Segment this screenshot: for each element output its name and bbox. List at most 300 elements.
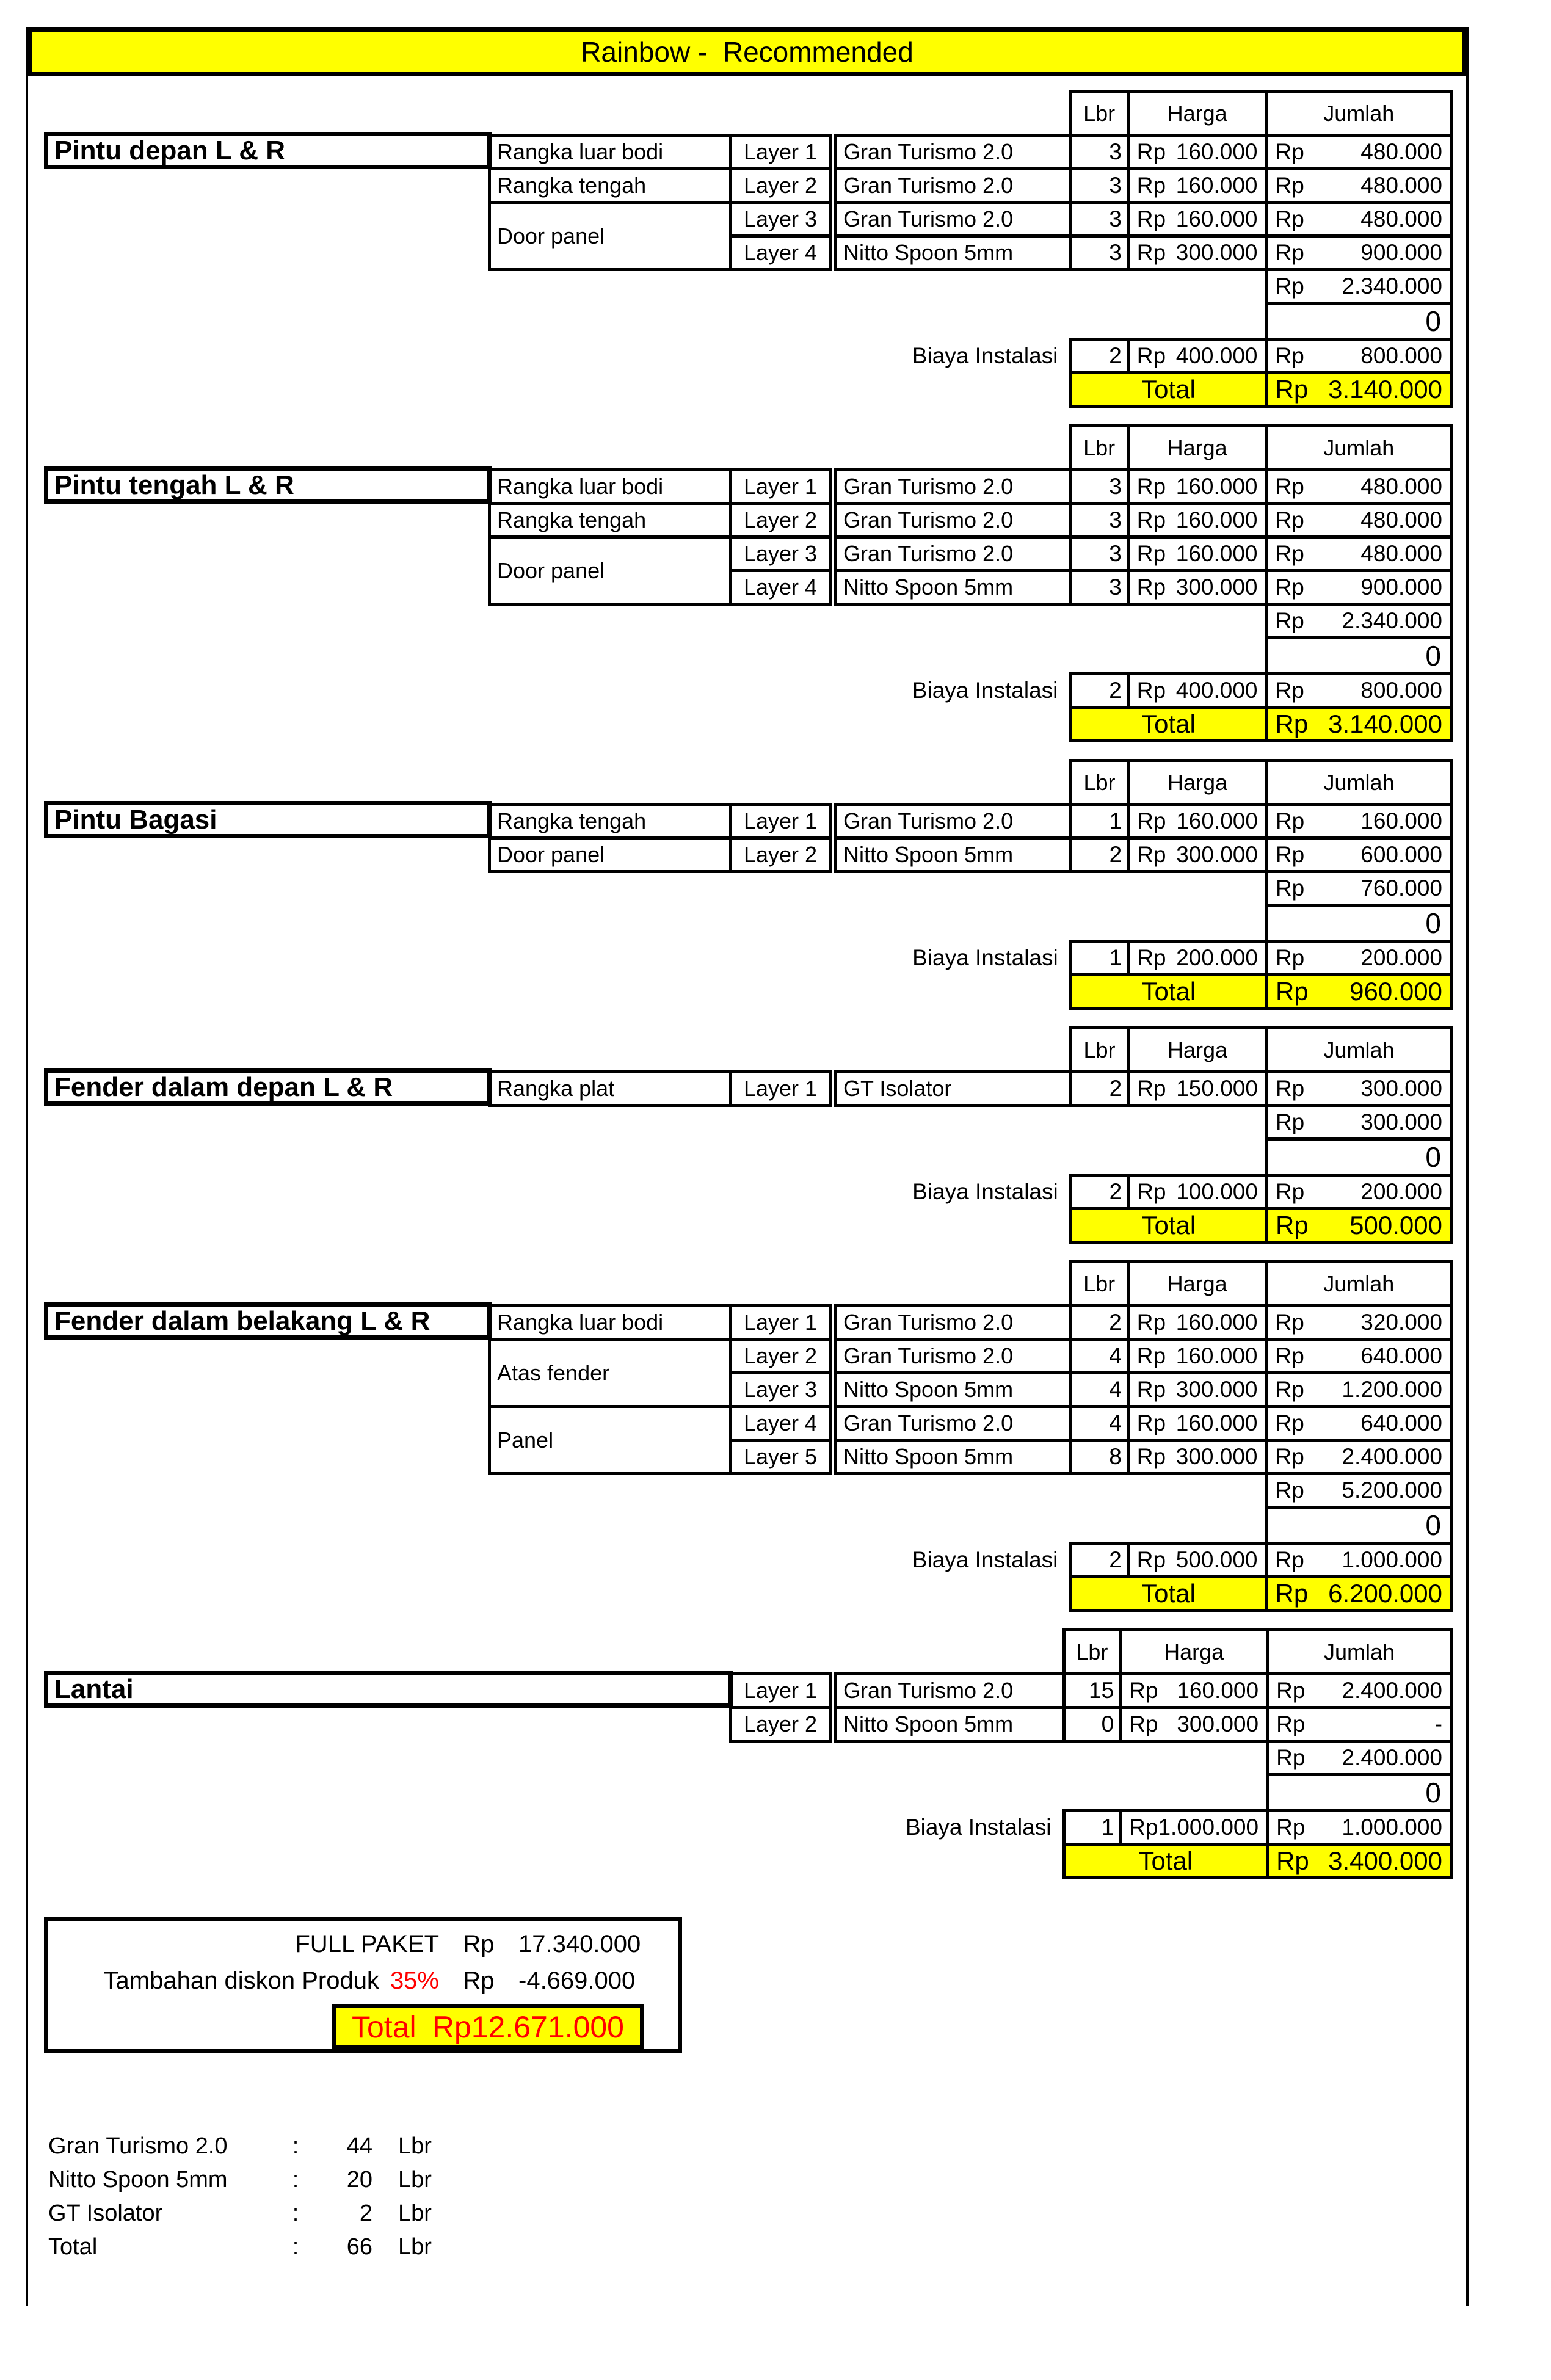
material-name: Total [48, 2234, 98, 2260]
amount: 1.000.000 [1342, 1815, 1442, 1840]
section-price-table [834, 1260, 1453, 1612]
currency-prefix: Rp [1136, 206, 1166, 231]
lbr-cell: 4 [1070, 1373, 1128, 1407]
currency-prefix: Rp [1275, 206, 1304, 231]
currency-prefix: Rp [1275, 1211, 1309, 1239]
layer-row [490, 470, 830, 504]
section-total-label: Total [1070, 1577, 1266, 1611]
harga-cell [1128, 571, 1266, 604]
layer-cell: Layer 2 [731, 169, 830, 203]
harga-cell [1128, 537, 1266, 571]
amount: 160.000 [1175, 541, 1258, 566]
material-row [836, 571, 1451, 604]
lbr-cell: 3 [1070, 470, 1128, 504]
amount: 200.000 [1360, 945, 1442, 970]
column-header-row [836, 1630, 1451, 1674]
instalasi-row [836, 339, 1451, 373]
amount: 2.400.000 [1342, 1745, 1442, 1770]
subtotal-cell [1266, 1474, 1451, 1507]
column-header-row [836, 1262, 1451, 1306]
section-total-label: Total [1064, 1845, 1268, 1878]
money-cell-content [1268, 375, 1450, 404]
layer-cell: Layer 2 [731, 504, 830, 537]
amount: 2.400.000 [1342, 1678, 1442, 1703]
material-row [836, 136, 1451, 169]
jumlah-cell [1266, 236, 1451, 270]
currency-prefix: Rp [1275, 1179, 1305, 1204]
currency-prefix: Rp [1136, 507, 1166, 532]
layer-cell: Layer 5 [731, 1440, 830, 1474]
amount: 300.000 [1177, 1711, 1259, 1736]
subtotal-cell [1266, 1106, 1451, 1139]
material-row [836, 169, 1451, 203]
currency-prefix: Rp [1136, 1310, 1166, 1335]
material-cell: Gran Turismo 2.0 [836, 169, 1070, 203]
subtotal-cell [1268, 1741, 1451, 1775]
currency-prefix: Rp [1129, 1815, 1158, 1840]
section-3 [44, 759, 1453, 1004]
instalasi-harga-cell [1128, 674, 1266, 708]
amount: 1.000.000 [1342, 1547, 1442, 1572]
layer-row [490, 838, 830, 872]
currency-prefix: Rp [1275, 808, 1305, 833]
full-paket-rp: Rp [463, 1930, 495, 1957]
jumlah-cell [1266, 136, 1451, 169]
layer-row [731, 1674, 830, 1708]
material-qty: 66 [346, 2234, 372, 2260]
amount: 2.400.000 [1342, 1444, 1442, 1469]
amount: 800.000 [1360, 678, 1442, 703]
section-total-value [1266, 373, 1451, 407]
currency-prefix: Rp [1136, 541, 1166, 566]
money-cell-content [1268, 343, 1450, 369]
amount: 640.000 [1360, 1343, 1442, 1368]
column-header-harga: Harga [1128, 426, 1266, 470]
money-cell-content [1268, 1179, 1450, 1205]
harga-cell [1128, 838, 1267, 872]
instalasi-jumlah-cell [1266, 941, 1451, 975]
zero-row [836, 638, 1451, 674]
section-6 [44, 1628, 1453, 1874]
instalasi-jumlah-cell [1266, 1175, 1451, 1209]
jumlah-cell [1266, 470, 1451, 504]
lbr-cell: 2 [1070, 838, 1128, 872]
harga-cell [1128, 203, 1266, 236]
material-name: Nitto Spoon 5mm [48, 2167, 228, 2193]
sheet-border [26, 27, 1469, 2306]
amount: - [1434, 1711, 1442, 1736]
column-header-harga: Harga [1128, 92, 1266, 136]
material-row [836, 203, 1451, 236]
section-label: Lantai [44, 1671, 733, 1708]
amount: 160.000 [1175, 173, 1258, 198]
amount: 300.000 [1175, 1444, 1258, 1469]
column-header-jumlah: Jumlah [1266, 426, 1451, 470]
currency-prefix: Rp [1276, 1678, 1306, 1703]
amount: 300.000 [1176, 842, 1258, 867]
instalasi-row [836, 941, 1451, 975]
jumlah-cell [1266, 203, 1451, 236]
currency-prefix: Rp [1275, 608, 1304, 633]
currency-prefix: Rp [1275, 575, 1304, 600]
section-total-row [836, 373, 1451, 407]
column-header-lbr: Lbr [1070, 1028, 1128, 1072]
currency-prefix: Rp [1137, 1179, 1166, 1204]
material-cell: Nitto Spoon 5mm [836, 838, 1071, 872]
material-cell: Gran Turismo 2.0 [836, 537, 1070, 571]
amount: 500.000 [1349, 1211, 1442, 1239]
amount: 160.000 [1175, 1410, 1258, 1435]
money-cell-content [1269, 1846, 1450, 1876]
jumlah-cell [1268, 1674, 1451, 1708]
column-header-harga: Harga [1121, 1630, 1268, 1674]
section-price-table [834, 759, 1453, 1010]
biaya-instalasi-label: Biaya Instalasi [912, 945, 1058, 970]
layer-row [490, 203, 830, 236]
section-label: Fender dalam depan L & R [44, 1068, 492, 1106]
column-header-lbr: Lbr [1070, 92, 1128, 136]
diskon-value: -4.669.000 [518, 1967, 636, 1994]
column-header-lbr: Lbr [1070, 426, 1128, 470]
money-cell-content [1268, 1410, 1450, 1436]
amount: 900.000 [1360, 240, 1442, 265]
section-layer-table [488, 134, 832, 271]
material-row [836, 1708, 1451, 1741]
instalasi-lbr-cell: 1 [1064, 1811, 1121, 1845]
diskon-rp: Rp [463, 1967, 495, 1994]
section-total-value [1266, 1209, 1451, 1243]
subtotal-cell [1266, 270, 1451, 303]
money-cell-content [1268, 575, 1450, 600]
material-row [836, 470, 1451, 504]
currency-prefix: Rp [1136, 1410, 1166, 1435]
layer-cell: Layer 2 [731, 1340, 830, 1373]
material-row [836, 1306, 1451, 1340]
money-cell-content [1130, 206, 1265, 232]
currency-prefix: Rp [1275, 1310, 1304, 1335]
material-unit: Lbr [398, 2167, 432, 2193]
subtotal-row [836, 1106, 1451, 1139]
money-cell-content [1268, 240, 1450, 266]
amount: 800.000 [1360, 343, 1442, 368]
material-cell: Nitto Spoon 5mm [836, 571, 1070, 604]
layer-row [490, 504, 830, 537]
material-row [836, 1674, 1451, 1708]
currency-prefix: Rp [1136, 1343, 1166, 1368]
section-label: Fender dalam belakang L & R [44, 1302, 492, 1340]
amount: 480.000 [1360, 173, 1442, 198]
section-price-table [834, 90, 1453, 408]
column-header-row [836, 426, 1451, 470]
money-cell-content [1130, 1547, 1265, 1573]
material-cell: Gran Turismo 2.0 [836, 470, 1070, 504]
materials-summary-row [48, 2130, 1466, 2163]
section-total-value [1268, 1845, 1451, 1878]
jumlah-cell [1266, 1407, 1451, 1440]
money-cell-content [1130, 1343, 1265, 1369]
section-layer-table [488, 468, 832, 606]
full-paket-value: 17.340.000 [518, 1930, 641, 1957]
zero-row [836, 1139, 1451, 1175]
lbr-cell: 15 [1064, 1674, 1121, 1708]
instalasi-jumlah-cell [1266, 339, 1451, 373]
currency-prefix: Rp [1136, 343, 1166, 368]
currency-prefix: Rp [1136, 139, 1166, 164]
instalasi-harga-cell [1121, 1811, 1268, 1845]
part-cell: Panel [490, 1407, 731, 1474]
currency-prefix: Rp [1275, 1444, 1304, 1469]
currency-prefix: Rp [1275, 507, 1304, 532]
layer-cell: Layer 4 [731, 1407, 830, 1440]
materials-summary-row [48, 2163, 1466, 2197]
layer-row [490, 169, 830, 203]
material-row [836, 236, 1451, 270]
currency-prefix: Rp [1276, 1745, 1306, 1770]
amount: 480.000 [1360, 206, 1442, 231]
layer-row [490, 1340, 830, 1373]
currency-prefix: Rp [1275, 173, 1304, 198]
currency-prefix: Rp [1275, 541, 1304, 566]
part-cell: Door panel [490, 838, 731, 872]
instalasi-lbr-cell: 2 [1070, 339, 1128, 373]
grand-total-value: Rp12.671.000 [432, 2009, 624, 2044]
amount: 150.000 [1176, 1076, 1258, 1101]
biaya-instalasi-label: Biaya Instalasi [905, 1815, 1052, 1840]
currency-prefix: Rp [1129, 1711, 1158, 1736]
material-row [836, 805, 1451, 838]
currency-prefix: Rp [1136, 678, 1166, 703]
money-cell-content [1130, 1410, 1265, 1436]
section-total-label: Total [1070, 975, 1266, 1009]
amount: 400.000 [1175, 678, 1258, 703]
material-cell: Gran Turismo 2.0 [836, 805, 1071, 838]
instalasi-harga-cell [1128, 941, 1267, 975]
currency-prefix: Rp [1275, 474, 1304, 499]
material-qty: 44 [346, 2133, 372, 2159]
zero-cell: 0 [1266, 905, 1451, 941]
header-spacer [836, 1028, 1071, 1072]
material-cell: Nitto Spoon 5mm [836, 1440, 1070, 1474]
part-cell: Door panel [490, 203, 731, 270]
zero-cell: 0 [1266, 638, 1451, 674]
material-unit: Lbr [398, 2133, 432, 2159]
harga-cell [1128, 805, 1267, 838]
layer-row [490, 1407, 830, 1440]
section-total-value [1266, 975, 1451, 1009]
lbr-cell: 3 [1070, 136, 1128, 169]
amount: 3.140.000 [1328, 709, 1442, 738]
money-cell-content [1130, 343, 1265, 369]
amount: 3.140.000 [1328, 375, 1442, 404]
currency-prefix: Rp [1137, 1076, 1166, 1101]
material-name: Gran Turismo 2.0 [48, 2133, 228, 2159]
money-cell-content [1268, 709, 1450, 739]
material-cell: Gran Turismo 2.0 [836, 1306, 1070, 1340]
instalasi-jumlah-cell [1266, 1544, 1451, 1577]
lbr-cell: 8 [1070, 1440, 1128, 1474]
amount: 320.000 [1360, 1310, 1442, 1335]
currency-prefix: Rp [1275, 945, 1305, 970]
biaya-instalasi-label: Biaya Instalasi [912, 1179, 1058, 1204]
amount: 160.000 [1360, 808, 1442, 833]
instalasi-row [836, 1544, 1451, 1577]
money-cell-content [1268, 977, 1450, 1006]
section-total-label: Total [1070, 1209, 1266, 1243]
layer-cell: Layer 2 [731, 1708, 830, 1741]
part-cell: Rangka tengah [490, 805, 731, 838]
jumlah-cell [1266, 537, 1451, 571]
diskon-label: Tambahan diskon Produk [103, 1967, 379, 1994]
amount: 160.000 [1175, 474, 1258, 499]
money-cell-content [1130, 1076, 1265, 1101]
currency-prefix: Rp [1136, 474, 1166, 499]
amount: 300.000 [1175, 575, 1258, 600]
money-cell-content [1130, 1179, 1265, 1205]
section-total-label: Total [1070, 373, 1266, 407]
money-cell-content [1130, 173, 1265, 198]
harga-cell [1128, 1306, 1266, 1340]
lbr-cell: 3 [1070, 537, 1128, 571]
money-cell-content [1268, 842, 1450, 868]
currency-prefix: Rp [1136, 1377, 1166, 1402]
money-cell-content [1268, 1444, 1450, 1470]
harga-cell [1128, 470, 1266, 504]
material-cell: Nitto Spoon 5mm [836, 1373, 1070, 1407]
currency-prefix: Rp [1276, 1846, 1309, 1875]
amount: 480.000 [1360, 474, 1442, 499]
money-cell-content [1130, 541, 1265, 567]
subtotal-row [836, 1474, 1451, 1507]
column-header-harga: Harga [1128, 761, 1267, 805]
amount: 300.000 [1360, 1109, 1442, 1134]
section-total-value [1266, 1577, 1451, 1611]
section-price-table [834, 424, 1453, 742]
full-paket-row [48, 1926, 678, 1962]
money-cell-content [1268, 1377, 1450, 1402]
harga-cell [1128, 136, 1266, 169]
header-spacer [836, 1262, 1070, 1306]
section-total-row [836, 1577, 1451, 1611]
part-cell: Rangka luar bodi [490, 1306, 731, 1340]
diskon-row [48, 1962, 678, 1999]
jumlah-cell [1266, 1340, 1451, 1373]
amount: 1.200.000 [1342, 1377, 1442, 1402]
money-cell-content [1268, 1211, 1450, 1240]
lbr-cell: 4 [1070, 1340, 1128, 1373]
lbr-cell: 0 [1064, 1708, 1121, 1741]
jumlah-cell [1268, 1708, 1451, 1741]
column-header-jumlah: Jumlah [1266, 1028, 1451, 1072]
money-cell-content [1268, 474, 1450, 499]
jumlah-cell [1266, 571, 1451, 604]
diskon-percent: 35% [390, 1967, 439, 1994]
jumlah-cell [1266, 504, 1451, 537]
amount: 5.200.000 [1342, 1478, 1442, 1503]
material-cell: Gran Turismo 2.0 [836, 1674, 1064, 1708]
amount: 400.000 [1175, 343, 1258, 368]
harga-cell [1128, 1407, 1266, 1440]
material-row [836, 1407, 1451, 1440]
currency-prefix: Rp [1276, 1815, 1306, 1840]
column-header-row [836, 761, 1451, 805]
section-label: Pintu tengah L & R [44, 466, 492, 504]
jumlah-cell [1266, 1373, 1451, 1407]
money-cell-content [1268, 173, 1450, 198]
money-cell-content [1268, 541, 1450, 567]
section-4 [44, 1026, 1453, 1238]
column-header-row [836, 92, 1451, 136]
amount: 300.000 [1175, 1377, 1258, 1402]
currency-prefix: Rp [1275, 977, 1309, 1006]
section-price-table [834, 1026, 1453, 1244]
currency-prefix: Rp [1275, 1547, 1304, 1572]
material-row [836, 1373, 1451, 1407]
material-row [836, 1340, 1451, 1373]
currency-prefix: Rp [1136, 240, 1166, 265]
amount: 1.000.000 [1158, 1815, 1259, 1840]
lbr-cell: 3 [1070, 236, 1128, 270]
amount: 160.000 [1175, 507, 1258, 532]
material-cell: Nitto Spoon 5mm [836, 236, 1070, 270]
section-total-row [836, 1209, 1451, 1243]
money-cell-content [1268, 678, 1450, 703]
section-label: Pintu depan L & R [44, 132, 492, 169]
currency-prefix: Rp [1275, 1478, 1304, 1503]
colon-separator: : [292, 2200, 299, 2226]
amount: 160.000 [1177, 1678, 1259, 1703]
jumlah-cell [1266, 838, 1451, 872]
amount: 6.200.000 [1328, 1579, 1442, 1608]
header-spacer [836, 761, 1071, 805]
lbr-cell: 3 [1070, 169, 1128, 203]
harga-cell [1121, 1674, 1268, 1708]
zero-row [836, 1507, 1451, 1544]
amount: 480.000 [1360, 507, 1442, 532]
layer-cell: Layer 1 [731, 1306, 830, 1340]
amount: 600.000 [1360, 842, 1442, 867]
money-cell-content [1268, 1547, 1450, 1573]
currency-prefix: Rp [1275, 1343, 1304, 1368]
material-row [836, 1440, 1451, 1474]
lbr-cell: 3 [1070, 504, 1128, 537]
section-1 [44, 90, 1453, 402]
currency-prefix: Rp [1129, 1678, 1158, 1703]
currency-prefix: Rp [1275, 274, 1304, 299]
amount: 480.000 [1360, 139, 1442, 164]
amount: 160.000 [1175, 139, 1258, 164]
jumlah-cell [1266, 1072, 1451, 1106]
amount: 300.000 [1360, 1076, 1442, 1101]
money-cell-content [1268, 608, 1450, 634]
column-header-jumlah: Jumlah [1266, 761, 1451, 805]
column-header-lbr: Lbr [1064, 1630, 1121, 1674]
money-cell-content [1130, 575, 1265, 600]
section-layer-table [488, 1070, 832, 1107]
layer-cell: Layer 3 [731, 1373, 830, 1407]
lbr-cell: 2 [1070, 1072, 1128, 1106]
amount: 3.400.000 [1328, 1846, 1442, 1875]
money-cell-content [1268, 1343, 1450, 1369]
colon-separator: : [292, 2167, 299, 2193]
column-header-harga: Harga [1128, 1262, 1266, 1306]
layer-row [490, 805, 830, 838]
amount: 160.000 [1176, 808, 1258, 833]
money-cell-content [1268, 1109, 1450, 1135]
jumlah-cell [1266, 1306, 1451, 1340]
instalasi-harga-cell [1128, 339, 1266, 373]
harga-cell [1128, 1072, 1267, 1106]
subtotal-row [836, 1741, 1451, 1775]
